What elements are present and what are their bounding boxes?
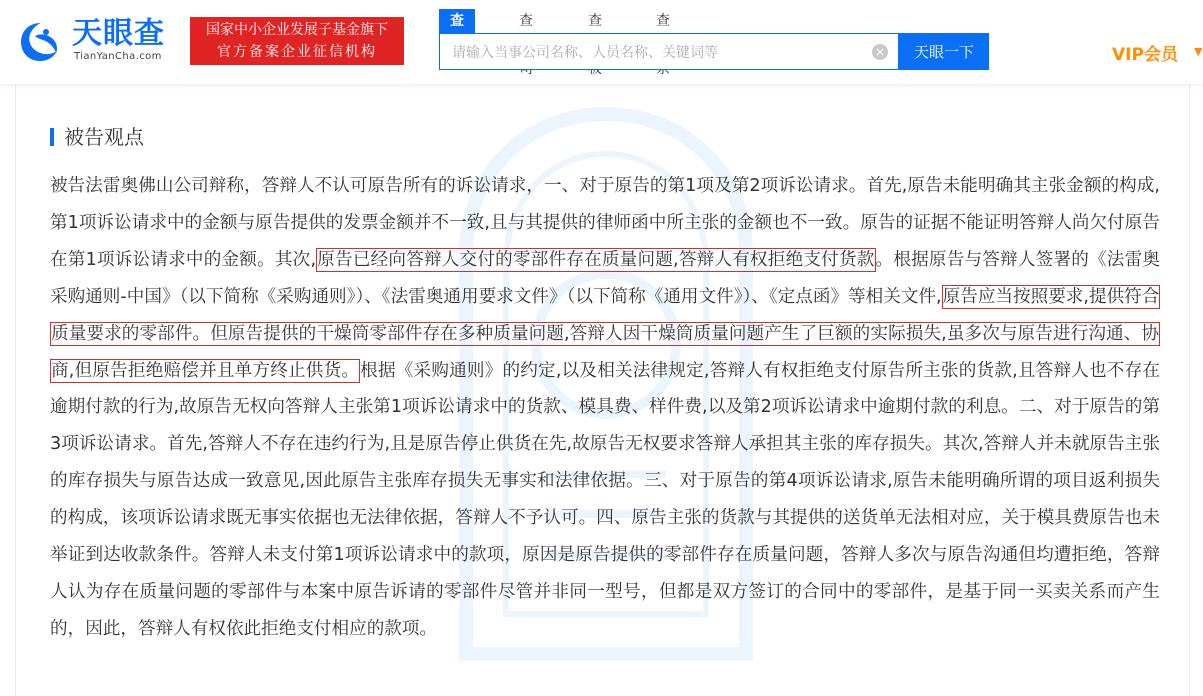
- argument-segment-1: 被告法雷奥佛山公司辩称，答辩人不认可原告所有的诉讼请求，一、对于原告的第1项及第2项诉讼请求。首先,原告未能明确其主张金额的构成,第1项诉讼请求中的金额与原告提供的发票金额并不一致,且与其提供的律师函中所主张的金额也不一致。原告的证据不能证明答辩人尚欠付原告在第1项诉讼请求中的金额。其次,: [50, 176, 1160, 270]
- tab-boss[interactable]: 查: [588, 13, 602, 29]
- vip-menu[interactable]: [1112, 40, 1203, 65]
- badge-line-1: 国家中小企业发展子基金旗下: [206, 22, 388, 38]
- highlighted-quality-loss: 原告应当按照要求,提供符合质量要求的零部件。但原告提供的干燥筒零部件存在多种质量问题,答辩人因干燥筒质量问题产生了巨额的实际损失,虽多次与原告进行沟通、协商,但原告拒绝赔偿并且单方终止供货。: [51, 286, 1160, 381]
- search-input[interactable]: [450, 41, 864, 65]
- tab-relation[interactable]: 查: [656, 13, 670, 29]
- tianyancha-logo-icon: [18, 20, 64, 64]
- vip-label: VIP会员: [1112, 45, 1178, 65]
- tab-company[interactable]: 查: [519, 13, 533, 29]
- section-title: 被告观点: [64, 125, 144, 149]
- search-button[interactable]: 天眼一下: [899, 33, 989, 70]
- search-panel: [439, 9, 989, 72]
- defendant-argument-text: [50, 168, 1160, 648]
- content-panel: [15, 84, 1190, 696]
- site-logo[interactable]: [18, 14, 178, 68]
- badge-line-2: 官方备案企业征信机构: [217, 44, 377, 60]
- credit-agency-badge: [190, 17, 404, 65]
- search-box: [439, 33, 899, 70]
- chevron-down-icon: ▼: [1194, 45, 1203, 58]
- top-header: [0, 0, 1203, 84]
- heading-accent-bar: [50, 128, 54, 146]
- logo-title: 天眼查: [72, 16, 165, 51]
- logo-domain: TianYanCha.com: [74, 51, 162, 62]
- argument-segment-2: 。根据原告与答辩人签署的《法雷奥采购通则-中国》（以下简称《采购通则》）、《法雷奥通用要求文件》（以下简称《通用文件》）、《定点函》等相关文件,: [50, 249, 1160, 307]
- highlighted-quality-claim: 原告已经向答辩人交付的零部件存在质量问题,答辩人有权拒绝支付货款: [317, 249, 875, 270]
- tab-lawsuit[interactable]: 查: [439, 9, 475, 33]
- argument-segment-3: 根据《采购通则》的约定,以及相关法律规定,答辩人有权拒绝支付原告所主张的货款,且答辩人也不存在逾期付款的行为,故原告无权向答辩人主张第1项诉讼请求中的货款、模具费、样件费,以及第2项诉讼请求中逾期付款的利息。二、对于原告的第3项诉讼请求。首先,答辩人不存在违约行为,且是原告停止供货在先,故原告无权要求答辩人承担其主张的库存损失。其次,答辩人并未就原告主张的库存损失与原告达成一致意见,因此原告主张库存损失无事实和法律依据。三、对于原告的第4项诉讼请求,原告未能明确所谓的项目返利损失的构成，该项诉讼请求既无事实依据也无法律依据，答辩人不予认可。四、原告主张的货款与其提供的送货单无法相对应，关于模具费原告也未举证到达收款条件。答辩人未支付第1项诉讼请求中的款项，原因是原告提供的零部件存在质量问题，答辩人多次与原告沟通但均遭拒绝，答辩人认为存在质量问题的零部件与本案中原告诉请的零部件尽管并非同一型号，但都是双方签订的合同中的零部件，是基于同一买卖关系而产生的，因此，答辩人有权依此拒绝支付相应的款项。: [50, 360, 1160, 639]
- clear-icon[interactable]: ×: [872, 44, 888, 60]
